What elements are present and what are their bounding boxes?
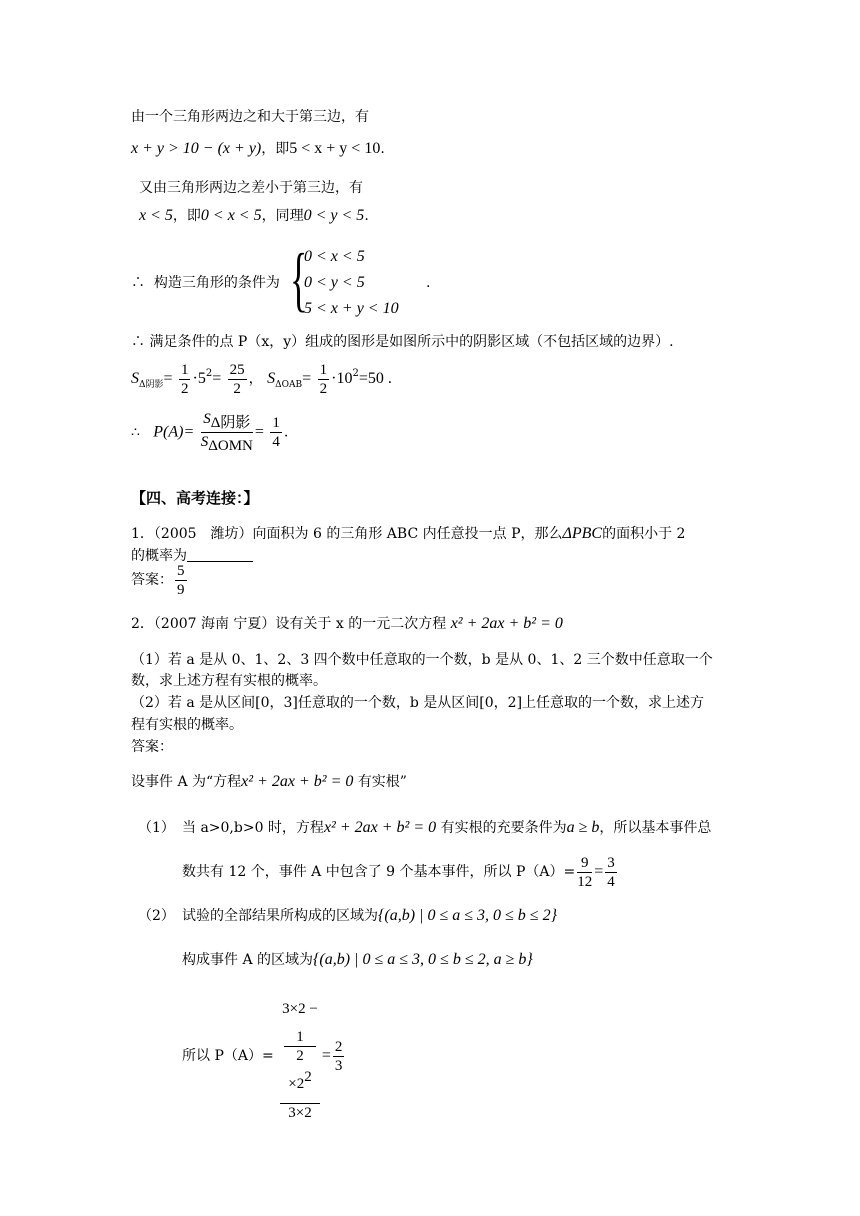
text-line: 由一个三角形两边之和大于第三边，有 — [131, 109, 369, 125]
text: 的面积小于 2 — [602, 526, 686, 542]
text-line: 程有实根的概率。 — [131, 717, 243, 733]
fraction — [318, 361, 330, 398]
denominator: 3 — [334, 1057, 343, 1074]
math: x² + 2ax + b² = 0 — [323, 819, 437, 836]
area-formula — [131, 356, 392, 403]
math: 0 < x < 5 — [200, 207, 262, 224]
math: S — [131, 370, 139, 387]
fraction — [284, 1028, 316, 1065]
brace-icon: { — [290, 239, 308, 319]
math: =50 . — [358, 370, 392, 387]
fraction — [228, 361, 247, 398]
math: x² + 2ax + b² = 0 — [241, 773, 354, 790]
denominator: 4 — [607, 873, 615, 890]
exponent: 2 — [205, 368, 213, 379]
fraction — [577, 854, 592, 891]
math-sub: ΔOMN — [208, 438, 253, 454]
answer-blank — [187, 547, 253, 562]
math: 3×2 − — [282, 1001, 318, 1017]
text: 构造三角形的条件为 — [153, 275, 280, 291]
text: ，即 — [261, 141, 290, 157]
exponent: 2 — [352, 368, 359, 379]
numerator — [201, 410, 253, 433]
text-line — [182, 990, 346, 1122]
text-line — [131, 139, 385, 159]
fraction — [270, 414, 282, 451]
math: S — [267, 370, 276, 387]
fraction — [201, 410, 253, 455]
step-number: （1） — [138, 820, 175, 836]
section-title: 【四、高考连接：】 — [131, 489, 259, 507]
text-line — [182, 950, 533, 970]
math: ×2 — [288, 1076, 305, 1092]
text: 数共有 12 个，事件 A 中包含了 9 个基本事件，所以 P（A）= — [182, 864, 576, 880]
denominator: 2 — [296, 1048, 304, 1064]
denominator: 12 — [577, 873, 593, 890]
math: ·5 — [192, 370, 206, 387]
math-sub: Δ阴影 — [139, 380, 164, 390]
fraction — [179, 361, 191, 398]
numerator: 9 — [577, 854, 592, 873]
text: ，即 — [172, 208, 201, 224]
fraction — [175, 562, 187, 599]
text-line — [182, 906, 557, 926]
numerator: 1 — [180, 361, 189, 378]
denominator — [201, 433, 253, 455]
math: = — [321, 1047, 331, 1064]
text: ，同理 — [261, 208, 304, 224]
math: = — [594, 863, 604, 880]
math: = — [163, 370, 173, 387]
text: 答案： — [131, 572, 173, 588]
numerator: 1 — [319, 361, 328, 378]
numerator: 1 — [284, 1028, 316, 1047]
math: S — [203, 411, 211, 427]
text: 1．（2005 潍坊）向面积为 6 的三角形 ABC 内任意投一点 P，那么 — [131, 526, 563, 542]
therefore-symbol: ∴ — [131, 424, 140, 441]
system-eq: 5 < x + y < 10 — [304, 300, 399, 317]
big-fraction — [280, 990, 320, 1122]
exponent: 2 — [304, 1069, 312, 1085]
text-line — [131, 614, 563, 634]
denominator: 2 — [233, 380, 241, 397]
answer-line — [131, 558, 189, 602]
denominator: 9 — [177, 581, 185, 598]
numerator: 1 — [272, 415, 280, 431]
text: ，所以基本事件总 — [599, 820, 712, 836]
text-line — [139, 206, 369, 226]
denominator: 2 — [180, 380, 189, 397]
numerator: 25 — [229, 361, 245, 378]
denominator: 3×2 — [288, 1105, 312, 1121]
text: 有实根的充要条件为 — [440, 820, 567, 836]
text-line: 答案： — [131, 739, 173, 755]
text: 当 a>0,b>0 时，方程 — [182, 820, 324, 836]
math: x + y > 10 − (x + y) — [131, 140, 262, 157]
text-line: （1）若 a 是从 0、1、2、3 四个数中任意取的一个数，b 是从 0、1、2 三个数中任意取一个 — [131, 652, 713, 668]
numerator: 3 — [607, 854, 615, 871]
denominator: 2 — [319, 380, 328, 397]
text-line — [131, 524, 685, 544]
text: 有实根” — [357, 774, 407, 790]
math: 0 < y < 5 — [303, 207, 365, 224]
text-line: 又由三角形两边之差小于第三边，有 — [139, 180, 363, 196]
text: . — [380, 141, 385, 157]
text-line — [131, 273, 280, 293]
math-sub: ΔOAB — [275, 380, 303, 390]
numerator — [280, 990, 320, 1104]
numerator: 2 — [334, 1038, 343, 1055]
math: ΔPBC — [562, 525, 603, 542]
text-line: ∴ 满足条件的点 P（x，y）组成的图形是如图所示中的阴影区域（不包括区域的边界）. — [131, 334, 674, 350]
text: 所以 P（A）= — [182, 1048, 274, 1064]
text-line: （2）若 a 是从区间[0，3]任意取的一个数，b 是从区间[0，2]上任意取的一个数，求上述方 — [131, 695, 705, 711]
text-line: 数，求上述方程有实根的概率。 — [131, 673, 327, 689]
text: . — [364, 208, 369, 224]
math: x < 5 — [139, 207, 173, 224]
text: 构成事件 A 的区域为 — [182, 952, 314, 968]
text-line — [182, 818, 711, 838]
therefore-symbol: ∴ — [131, 275, 145, 291]
probability-formula — [131, 410, 288, 455]
numerator: 5 — [177, 562, 185, 579]
text: 的概率为 — [131, 548, 187, 564]
text-line — [131, 772, 407, 792]
math: ·10 — [331, 370, 353, 387]
text: 2．（2007 海南 宁夏）设有关于 x 的一元二次方程 — [131, 616, 447, 632]
math: a ≥ b — [566, 819, 600, 836]
math: = — [212, 370, 222, 387]
text: . — [283, 424, 289, 441]
text: 试验的全部结果所构成的区域为 — [182, 908, 378, 924]
system-eq: 0 < x < 5 — [304, 248, 365, 265]
system-eq: 0 < y < 5 — [304, 274, 365, 291]
text: . — [426, 275, 431, 291]
step-number: （2） — [138, 908, 175, 924]
math-set: {(a,b) | 0 ≤ a ≤ 3, 0 ≤ b ≤ 2, a ≥ b} — [313, 951, 533, 968]
text: 设事件 A 为“方程 — [131, 774, 242, 790]
text-line — [182, 850, 619, 894]
text: ， — [248, 371, 263, 387]
math: P(A)= — [153, 423, 195, 441]
math: = — [254, 423, 264, 441]
denominator: 4 — [272, 434, 280, 450]
math: = — [302, 370, 312, 387]
fraction — [605, 854, 617, 891]
math: S — [200, 434, 209, 450]
math: 5 < x + y < 10 — [289, 140, 381, 157]
math-set: {(a,b) | 0 ≤ a ≤ 3, 0 ≤ b ≤ 2} — [378, 907, 557, 924]
math-sub: Δ阴影 — [210, 415, 251, 431]
math: x² + 2ax + b² = 0 — [450, 615, 563, 632]
fraction — [333, 1038, 345, 1075]
